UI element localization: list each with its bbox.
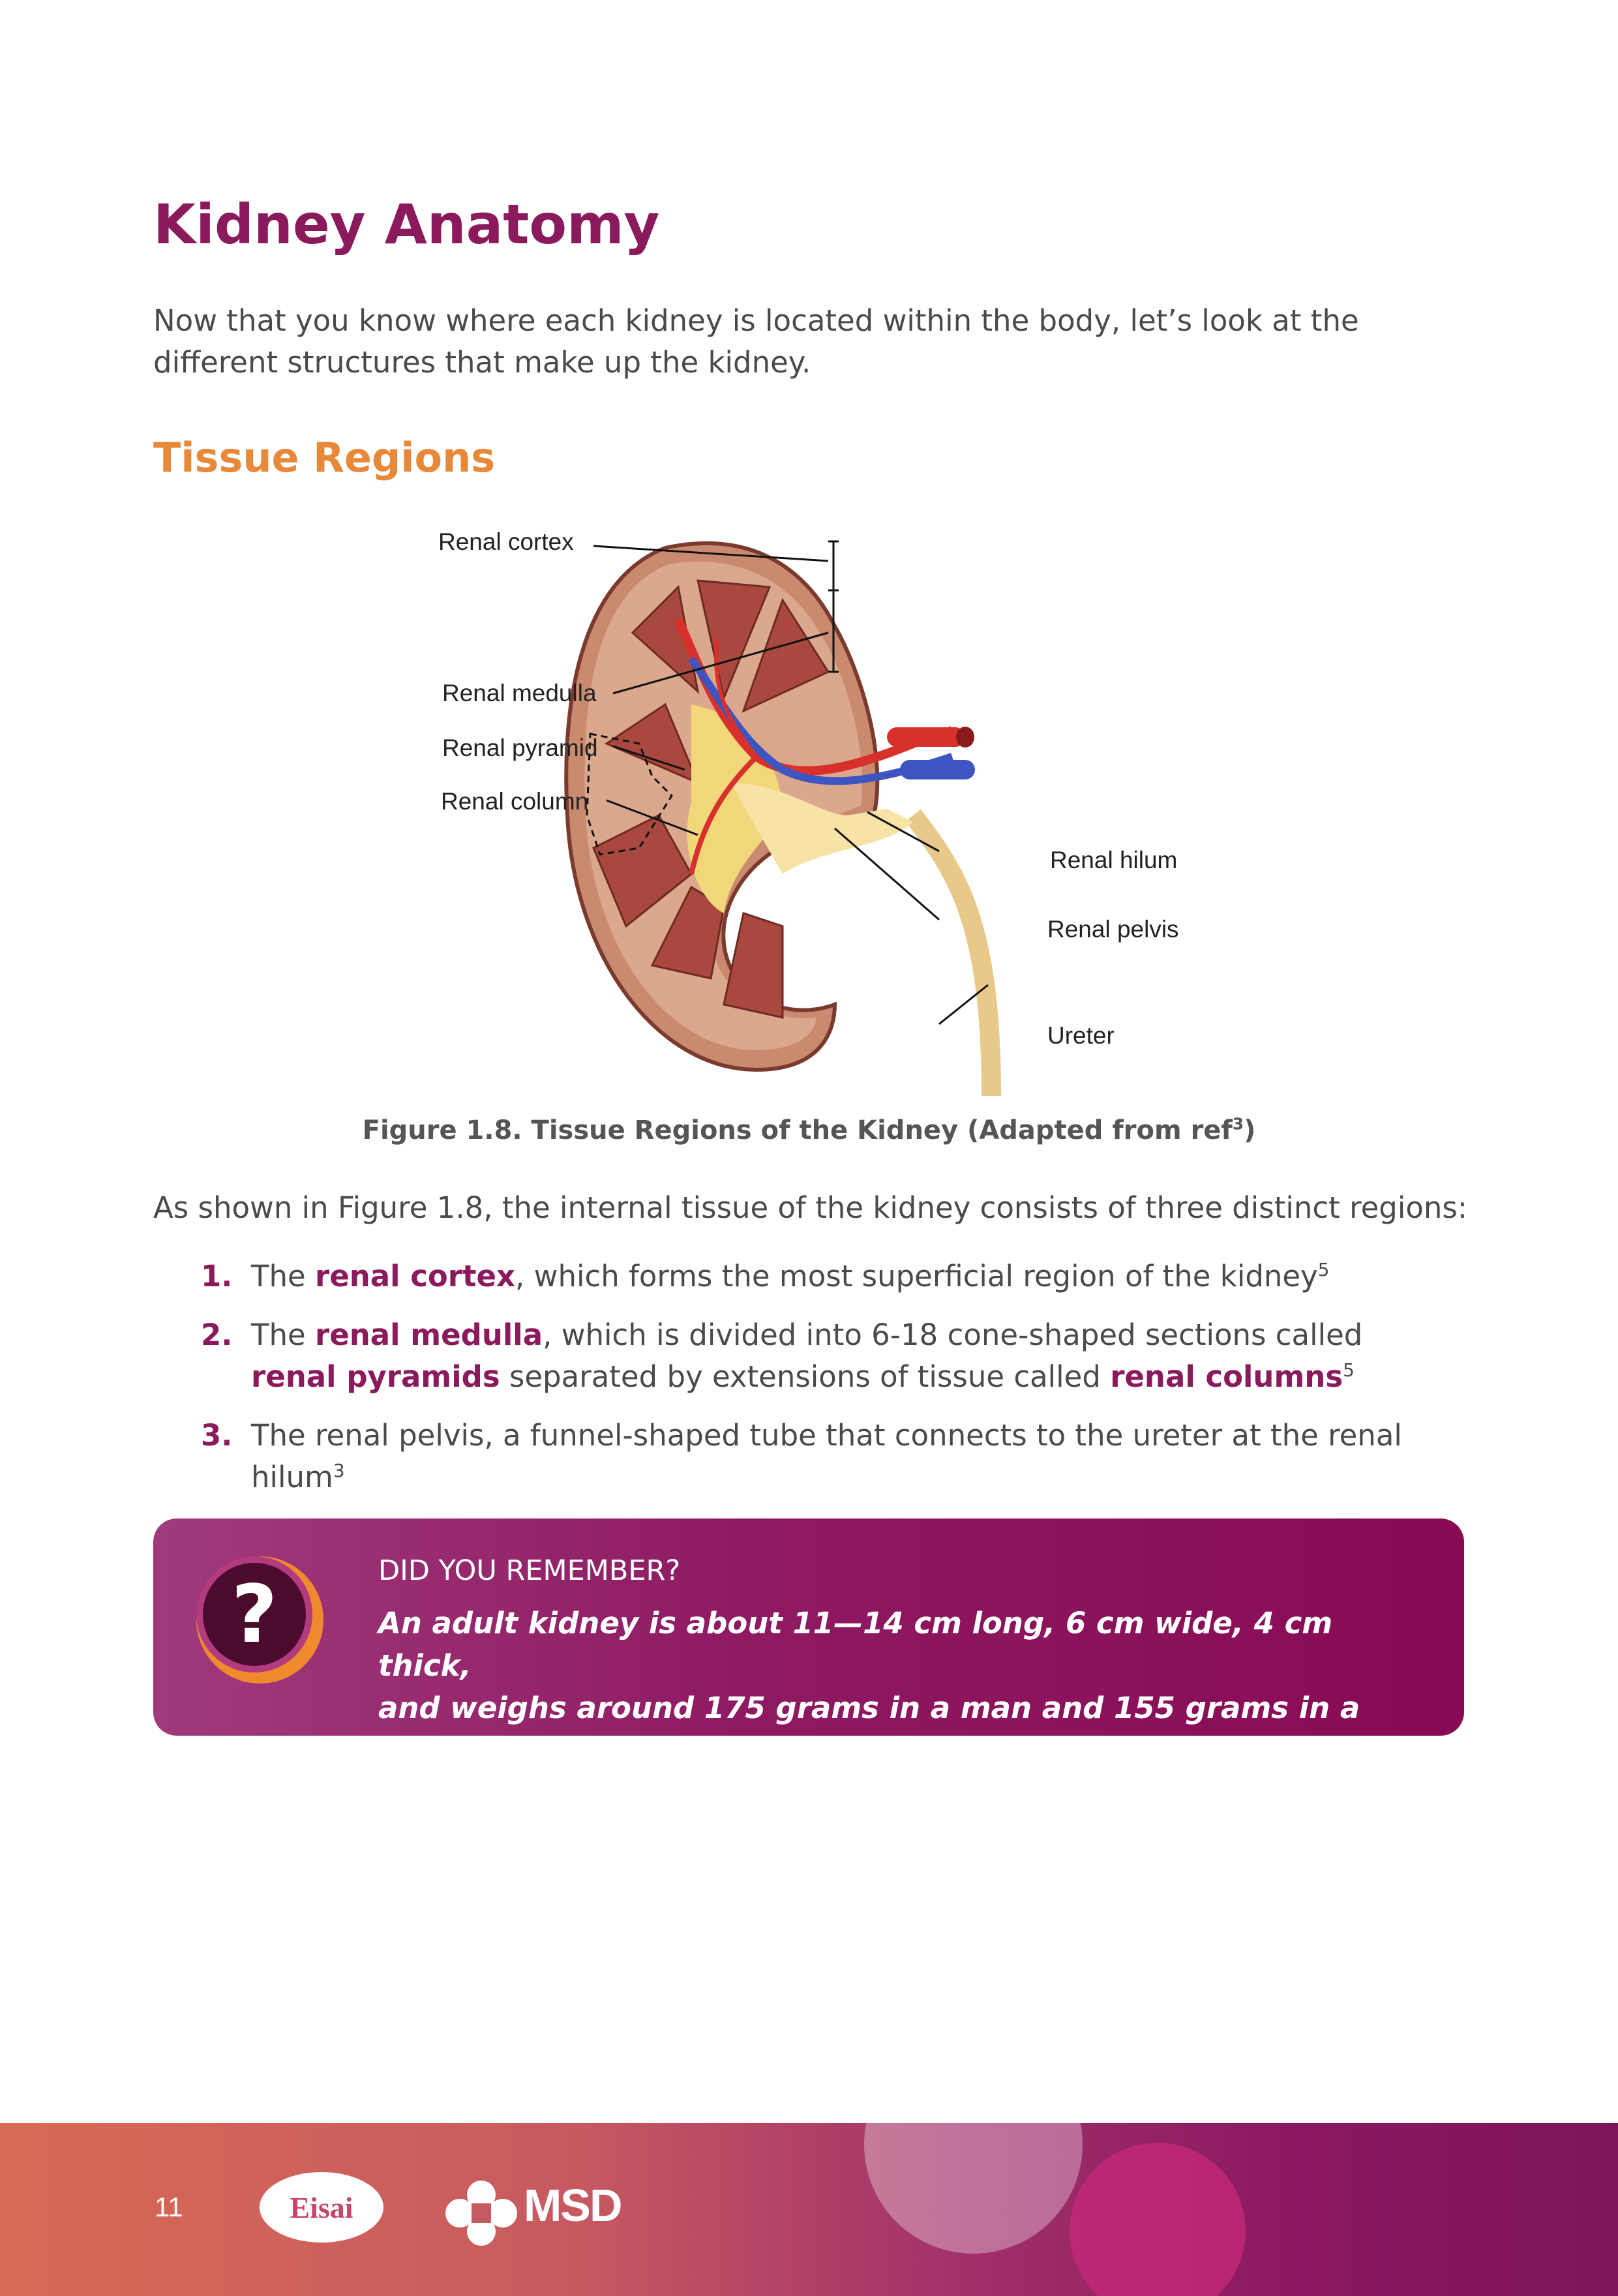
msd-logo-icon: [445, 2181, 517, 2246]
label-renal-pyramid: Renal pyramid: [442, 734, 598, 761]
caption-ref: 3: [1232, 1114, 1244, 1134]
intro-paragraph: Now that you know where each kidney is located within the body, let’s look at the different structures that make up the kidney.: [153, 303, 1359, 380]
label-renal-cortex: Renal cortex: [438, 528, 574, 555]
ref-superscript: 5: [1317, 1259, 1330, 1280]
label-renal-column: Renal column: [441, 788, 589, 815]
callout-line-1: An adult kidney is about 11—14 cm long, 6 cm wide, 4 cm thick,: [378, 1606, 1333, 1683]
eisai-logo: Eisai: [260, 2172, 383, 2243]
label-renal-pelvis: Renal pelvis: [1047, 916, 1179, 943]
renal-vein-stump: [900, 760, 975, 779]
term-renal-pyramids: renal pyramids: [251, 1359, 500, 1394]
list-number: 1.: [201, 1259, 233, 1293]
list-number: 2.: [201, 1318, 233, 1352]
item-text: The: [251, 1259, 315, 1293]
list-item: [196, 1256, 1467, 1297]
item-text: separated by extensions of tissue called: [500, 1359, 1111, 1394]
ref-superscript: 5: [1343, 1359, 1355, 1381]
decorative-circle: [864, 2123, 1083, 2254]
ureter-shape: [913, 815, 991, 1096]
item-text: The renal pelvis, a funnel-shaped tube that connects to the ureter at the renal hilum: [251, 1418, 1402, 1494]
section-title: Tissue Regions: [153, 434, 496, 481]
ref-superscript: 3: [333, 1460, 345, 1481]
did-you-remember-callout: [153, 1518, 1464, 1768]
kidney-figure: [417, 509, 1226, 1096]
question-mark-icon: ?: [196, 1556, 312, 1672]
ref-superscript: 4: [496, 1733, 510, 1755]
tissue-regions-list: [196, 1256, 1467, 1515]
term-renal-columns: renal columns: [1110, 1359, 1343, 1394]
artery-lumen: [956, 727, 974, 748]
caption-text: Figure 1.8. Tissue Regions of the Kidney (Adapted from ref: [362, 1115, 1233, 1145]
question-badge: [196, 1556, 323, 1684]
page-footer: [0, 2123, 1618, 2296]
renal-pyramid: [724, 913, 783, 1018]
lead-paragraph: As shown in Figure 1.8, the internal tissue of the kidney consists of three distinct regions:: [153, 1190, 1468, 1225]
page-number: 11: [155, 2192, 183, 2222]
item-text: The: [251, 1318, 315, 1352]
callout-heading: DID YOU REMEMBER?: [378, 1554, 681, 1587]
decorative-circle: [1070, 2143, 1246, 2296]
msd-logo: MSD: [524, 2180, 622, 2231]
caption-end: ): [1244, 1115, 1256, 1145]
label-renal-hilum: Renal hilum: [1050, 847, 1178, 873]
item-text: , which forms the most superficial region of the kidney: [515, 1259, 1318, 1293]
page-title: Kidney Anatomy: [153, 192, 660, 256]
label-renal-medulla: Renal medulla: [442, 680, 597, 706]
term-renal-cortex: renal cortex: [315, 1259, 516, 1293]
list-item: [196, 1314, 1467, 1398]
renal-artery-stump: [887, 727, 965, 747]
term-renal-medulla: renal medulla: [315, 1318, 543, 1352]
callout-line-2: and weighs around 175 grams in a man and 155 grams in a woman: [378, 1691, 1360, 1768]
list-item: [196, 1415, 1467, 1498]
label-ureter: Ureter: [1047, 1022, 1115, 1049]
list-number: 3.: [201, 1418, 233, 1453]
item-text: , which is divided into 6-18 cone-shaped sections called: [543, 1318, 1363, 1352]
callout-body: [378, 1602, 1389, 1772]
figure-caption: [0, 1115, 1618, 1145]
